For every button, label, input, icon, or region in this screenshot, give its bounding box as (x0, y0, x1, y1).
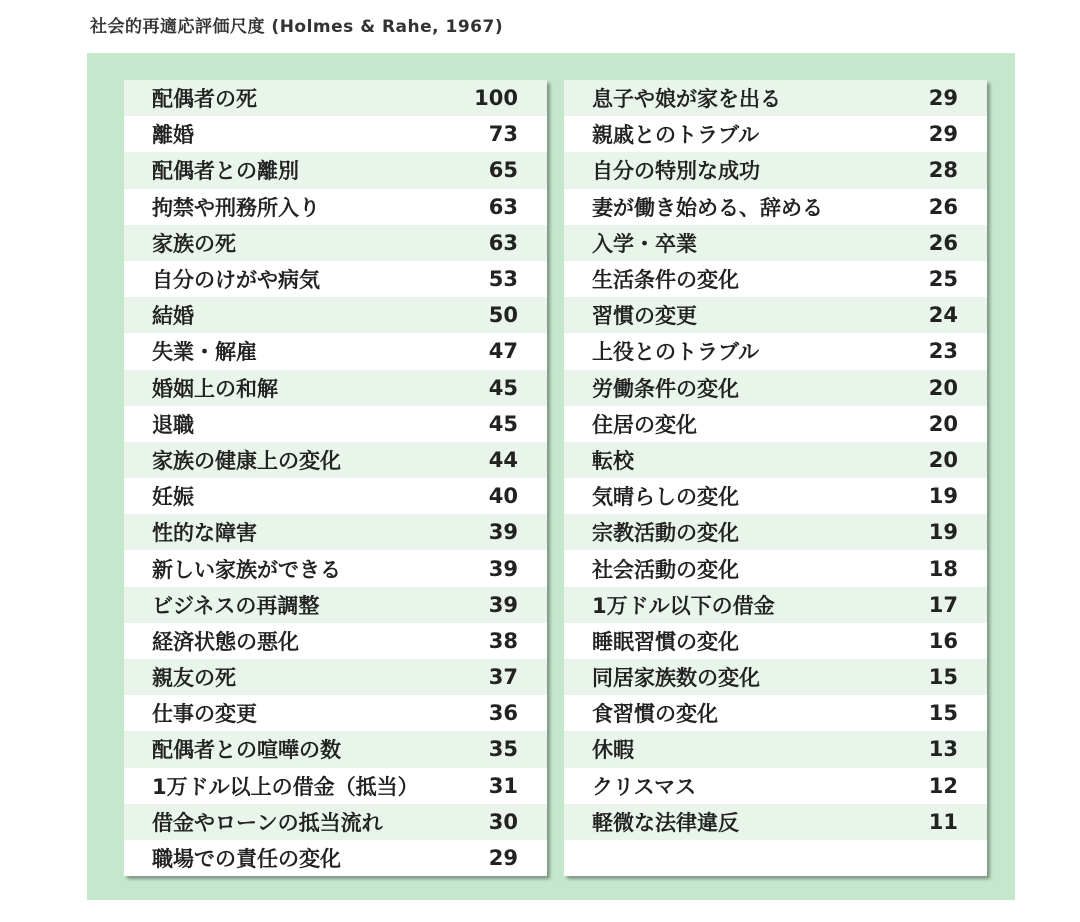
life-event-label: 睡眠習慣の変化 (592, 629, 739, 654)
stress-score: 29 (928, 122, 958, 147)
life-event-label: 1万ドル以上の借金（抵当） (152, 774, 419, 799)
stress-score: 63 (488, 230, 518, 255)
table-row (124, 225, 547, 261)
life-event-label: 社会活動の変化 (592, 557, 739, 582)
stress-score: 29 (488, 846, 518, 871)
table-row (564, 370, 987, 406)
stress-score: 20 (928, 411, 958, 436)
stress-score: 36 (488, 701, 518, 726)
table-row (564, 587, 987, 623)
life-event-label: 家族の健康上の変化 (152, 448, 341, 473)
life-event-label: 家族の死 (152, 231, 236, 256)
table-row (124, 587, 547, 623)
life-event-label: 借金やローンの抵当流れ (152, 810, 383, 835)
stress-score: 40 (488, 484, 518, 509)
life-event-label: 結婚 (152, 304, 194, 329)
stress-score: 13 (928, 737, 958, 762)
table-row (124, 442, 547, 478)
life-event-label: 上役とのトラブル (592, 340, 760, 365)
stress-score: 63 (488, 194, 518, 219)
table-row (124, 189, 547, 225)
stress-score: 23 (928, 339, 958, 364)
stress-score: 25 (928, 267, 958, 292)
life-event-label: 労働条件の変化 (592, 376, 739, 401)
stress-score: 19 (928, 484, 958, 509)
life-event-label: 転校 (592, 448, 634, 473)
table-row (124, 623, 547, 659)
life-event-label: 休暇 (592, 738, 634, 763)
table-row (124, 514, 547, 550)
life-event-label: 配偶者との喧嘩の数 (152, 738, 341, 763)
table-row (564, 225, 987, 261)
table-row (564, 297, 987, 333)
life-event-label: 食習慣の変化 (592, 702, 718, 727)
life-event-label: 息子や娘が家を出る (592, 87, 781, 112)
table-row (124, 731, 547, 767)
stress-score: 17 (928, 592, 958, 617)
life-event-label: 自分のけがや病気 (152, 268, 320, 293)
life-event-label: ビジネスの再調整 (152, 593, 320, 618)
life-event-label: 住居の変化 (592, 412, 697, 437)
stress-score: 30 (488, 809, 518, 834)
empty-row (564, 840, 987, 876)
table-row (124, 659, 547, 695)
stress-score: 18 (928, 556, 958, 581)
stress-score: 28 (928, 158, 958, 183)
stress-score: 24 (928, 303, 958, 328)
table-row (124, 80, 547, 116)
stress-score: 11 (928, 809, 958, 834)
table-row (124, 406, 547, 442)
life-event-label: 生活条件の変化 (592, 268, 739, 293)
stress-score: 45 (488, 411, 518, 436)
stress-score: 20 (928, 447, 958, 472)
stress-score: 39 (488, 520, 518, 545)
stress-score: 15 (928, 701, 958, 726)
stress-score: 53 (488, 267, 518, 292)
stress-score: 39 (488, 592, 518, 617)
stress-score: 15 (928, 665, 958, 690)
table-row (564, 80, 987, 116)
life-event-label: 性的な障害 (152, 521, 257, 546)
table-row (124, 478, 547, 514)
table-row (564, 478, 987, 514)
right-column (564, 80, 987, 876)
stress-score: 45 (488, 375, 518, 400)
life-event-label: 同居家族数の変化 (592, 666, 760, 691)
table-row (564, 731, 987, 767)
life-event-label: 退職 (152, 412, 194, 437)
table-row (564, 550, 987, 586)
stress-score: 50 (488, 303, 518, 328)
life-event-label: 入学・卒業 (592, 231, 697, 256)
stress-score: 12 (928, 773, 958, 798)
table-row (124, 550, 547, 586)
life-event-label: 離婚 (152, 123, 194, 148)
table-row (124, 152, 547, 188)
table-row (124, 840, 547, 876)
life-event-label: 拘禁や刑務所入り (152, 195, 320, 220)
life-event-label: 配偶者の死 (152, 87, 257, 112)
table-row (564, 189, 987, 225)
table-row (564, 659, 987, 695)
life-event-label: 妊娠 (152, 485, 194, 510)
table-row (124, 297, 547, 333)
table-row (124, 116, 547, 152)
stress-score: 39 (488, 556, 518, 581)
stress-score: 44 (488, 447, 518, 472)
life-event-label: 配偶者との離別 (152, 159, 299, 184)
stress-score: 37 (488, 665, 518, 690)
life-event-label: 親戚とのトラブル (592, 123, 760, 148)
life-event-label: 自分の特別な成功 (592, 159, 760, 184)
table-row (564, 514, 987, 550)
life-event-label: 婚姻上の和解 (152, 376, 278, 401)
table-row (564, 152, 987, 188)
stress-score: 47 (488, 339, 518, 364)
table-row (124, 695, 547, 731)
life-event-label: 習慣の変更 (592, 304, 697, 329)
life-event-label: 1万ドル以下の借金 (592, 593, 775, 618)
stress-score: 29 (928, 86, 958, 111)
life-event-label: 経済状態の悪化 (152, 629, 299, 654)
page-title: 社会的再適応評価尺度 (Holmes & Rahe, 1967) (90, 17, 504, 37)
stress-score: 26 (928, 194, 958, 219)
table-row (564, 623, 987, 659)
life-event-label: 軽微な法律違反 (592, 810, 739, 835)
stress-score: 19 (928, 520, 958, 545)
left-column (124, 80, 547, 876)
stress-score: 26 (928, 230, 958, 255)
stress-score: 31 (488, 773, 518, 798)
table-row (564, 261, 987, 297)
table-row (124, 333, 547, 369)
stress-score: 20 (928, 375, 958, 400)
stress-score: 16 (928, 628, 958, 653)
table-row (564, 333, 987, 369)
life-event-label: 職場での責任の変化 (152, 847, 341, 872)
table-panel (87, 53, 1015, 900)
life-event-label: 親友の死 (152, 666, 236, 691)
table-row (564, 442, 987, 478)
table-row (564, 406, 987, 442)
table-row (124, 370, 547, 406)
life-event-label: 気晴らしの変化 (592, 485, 739, 510)
stress-score: 73 (488, 122, 518, 147)
life-event-label: 妻が働き始める、辞める (592, 195, 823, 220)
table-row (564, 768, 987, 804)
stress-score: 38 (488, 628, 518, 653)
stress-score: 100 (474, 86, 518, 111)
table-row (124, 768, 547, 804)
stress-score: 35 (488, 737, 518, 762)
life-event-label: クリスマス (592, 774, 697, 799)
stress-score: 65 (488, 158, 518, 183)
table-row (124, 261, 547, 297)
table-row (564, 804, 987, 840)
table-row (564, 695, 987, 731)
life-event-label: 宗教活動の変化 (592, 521, 739, 546)
table-row (564, 116, 987, 152)
table-row (124, 804, 547, 840)
life-event-label: 新しい家族ができる (152, 557, 341, 582)
life-event-label: 仕事の変更 (152, 702, 257, 727)
life-event-label: 失業・解雇 (152, 340, 257, 365)
